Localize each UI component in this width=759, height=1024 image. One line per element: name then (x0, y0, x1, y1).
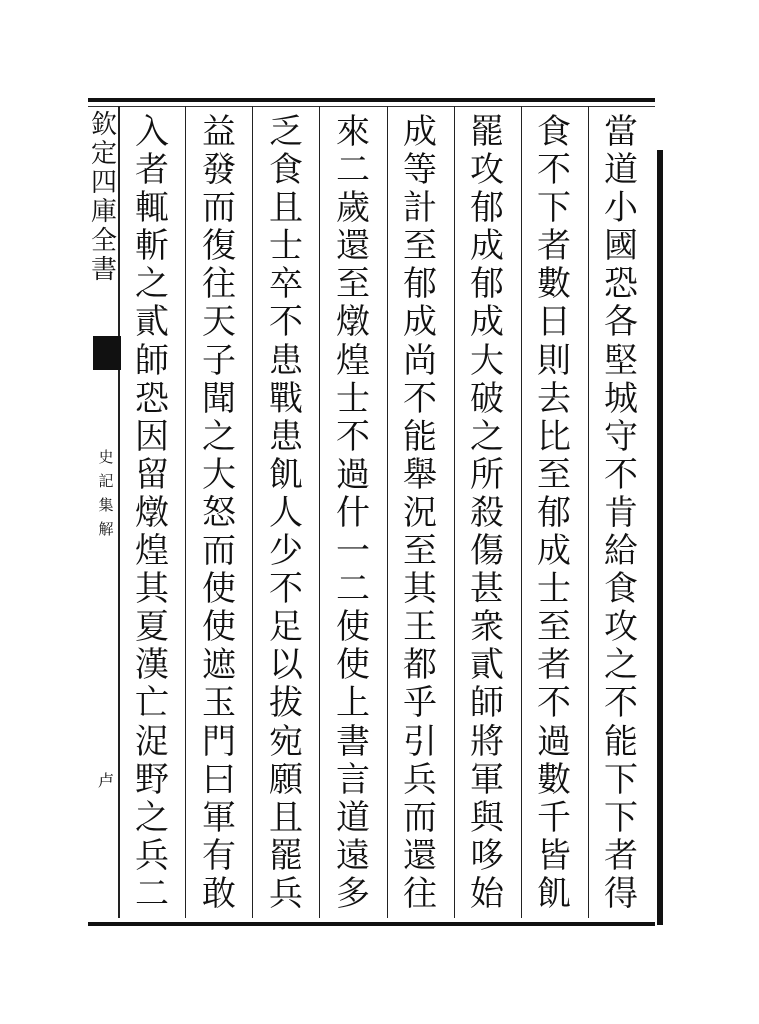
glyph: 而 (202, 531, 236, 572)
glyph: 數 (537, 759, 571, 800)
glyph: 野 (135, 759, 169, 800)
glyph: 將 (470, 721, 504, 762)
glyph: 聞 (202, 378, 236, 419)
glyph: 且 (269, 188, 303, 229)
glyph: 拔 (269, 683, 303, 724)
glyph: 成 (403, 302, 437, 343)
glyph: 庫 (90, 197, 117, 227)
glyph: 還 (403, 835, 437, 876)
glyph: 國 (604, 226, 638, 267)
glyph: 使 (202, 607, 236, 648)
glyph: 計 (403, 188, 437, 229)
glyph: 始 (470, 873, 504, 914)
glyph: 書 (90, 255, 117, 285)
glyph: 郁 (470, 264, 504, 305)
column-rule (252, 106, 253, 918)
glyph: 師 (470, 683, 504, 724)
glyph: 者 (604, 835, 638, 876)
glyph: 二 (135, 873, 169, 914)
column-rule (588, 106, 589, 918)
glyph: 發 (202, 150, 236, 191)
text-column-8 (123, 112, 181, 915)
glyph: 士 (336, 378, 370, 419)
glyph: 城 (604, 378, 638, 419)
glyph: 者 (135, 150, 169, 191)
glyph: 有 (202, 835, 236, 876)
text-column-4 (391, 112, 449, 915)
glyph: 至 (537, 607, 571, 648)
glyph: 乎 (403, 683, 437, 724)
glyph: 不 (403, 378, 437, 419)
glyph: 不 (269, 569, 303, 610)
glyph: 等 (403, 150, 437, 191)
glyph: 哆 (470, 835, 504, 876)
glyph: 則 (537, 340, 571, 381)
glyph: 肯 (604, 492, 638, 533)
glyph: 王 (403, 607, 437, 648)
glyph: 不 (604, 683, 638, 724)
glyph: 玉 (202, 683, 236, 724)
glyph: 師 (135, 340, 169, 381)
glyph: 入 (135, 112, 169, 152)
glyph: 復 (202, 226, 236, 267)
glyph: 願 (269, 759, 303, 800)
glyph: 舉 (403, 454, 437, 495)
glyph: 下 (604, 759, 638, 800)
glyph: 成 (403, 112, 437, 152)
glyph: 比 (537, 416, 571, 457)
glyph: 浞 (135, 721, 169, 762)
glyph: 因 (135, 416, 169, 457)
glyph: 益 (202, 112, 236, 152)
glyph: 輒 (135, 188, 169, 229)
glyph: 道 (336, 797, 370, 838)
glyph: 成 (470, 226, 504, 267)
glyph: 全 (90, 226, 117, 256)
glyph: 來 (336, 112, 370, 152)
glyph: 不 (336, 416, 370, 457)
glyph: 夏 (135, 607, 169, 648)
glyph: 敢 (202, 873, 236, 914)
glyph: 數 (537, 264, 571, 305)
glyph: 至 (403, 226, 437, 267)
glyph: 二 (336, 150, 370, 191)
text-column-6 (257, 112, 315, 915)
glyph: 攻 (604, 607, 638, 648)
glyph: 其 (135, 569, 169, 610)
margin-rule (118, 106, 120, 918)
glyph: 解 (98, 520, 114, 538)
glyph: 四 (90, 168, 117, 198)
glyph: 罷 (470, 112, 504, 152)
glyph: 史 (98, 448, 114, 466)
glyph: 之 (135, 797, 169, 838)
glyph: 怒 (202, 492, 236, 533)
glyph: 往 (403, 873, 437, 914)
glyph: 能 (604, 721, 638, 762)
glyph: 人 (269, 492, 303, 533)
text-column-3 (458, 112, 516, 915)
glyph: 士 (537, 569, 571, 610)
glyph: 兵 (269, 873, 303, 914)
glyph: 之 (604, 645, 638, 686)
glyph: 多 (336, 873, 370, 914)
glyph: 過 (537, 721, 571, 762)
glyph: 足 (269, 607, 303, 648)
glyph: 集 (98, 496, 114, 514)
glyph: 食 (269, 150, 303, 191)
glyph: 而 (403, 797, 437, 838)
column-rule (387, 106, 388, 918)
fishtail-mark (93, 336, 121, 370)
glyph: 甚 (470, 569, 504, 610)
glyph: 食 (537, 112, 571, 152)
glyph: 衆 (470, 607, 504, 648)
glyph: 定 (90, 139, 117, 169)
glyph: 留 (135, 454, 169, 495)
glyph: 殺 (470, 492, 504, 533)
glyph: 漢 (135, 645, 169, 686)
glyph: 一 (336, 531, 370, 572)
glyph: 之 (470, 416, 504, 457)
glyph: 下 (537, 188, 571, 229)
glyph: 郁 (403, 264, 437, 305)
glyph: 者 (537, 226, 571, 267)
glyph: 成 (470, 302, 504, 343)
glyph: 軍 (202, 797, 236, 838)
glyph: 小 (604, 188, 638, 229)
glyph: 使 (336, 607, 370, 648)
glyph: 戰 (269, 378, 303, 419)
glyph: 兵 (403, 759, 437, 800)
glyph: 恐 (135, 378, 169, 419)
glyph: 斬 (135, 226, 169, 267)
glyph: 乏 (269, 112, 303, 152)
glyph: 歲 (336, 188, 370, 229)
glyph: 去 (537, 378, 571, 419)
glyph: 卒 (269, 264, 303, 305)
glyph: 皆 (537, 835, 571, 876)
column-rule (319, 106, 320, 918)
column-rule (185, 106, 186, 918)
glyph: 傷 (470, 531, 504, 572)
glyph: 尚 (403, 340, 437, 381)
glyph: 都 (403, 645, 437, 686)
glyph: 者 (537, 645, 571, 686)
text-column-2 (525, 112, 583, 915)
glyph: 士 (269, 226, 303, 267)
glyph: 能 (403, 416, 437, 457)
glyph: 所 (470, 454, 504, 495)
glyph: 門 (202, 721, 236, 762)
glyph: 成 (537, 531, 571, 572)
glyph: 大 (202, 454, 236, 495)
glyph: 貳 (470, 645, 504, 686)
glyph: 之 (202, 416, 236, 457)
top-thin-rule (88, 106, 655, 107)
glyph: 上 (336, 683, 370, 724)
glyph: 飢 (269, 454, 303, 495)
glyph: 兵 (135, 835, 169, 876)
glyph: 引 (403, 721, 437, 762)
side-page-number: 卢 (97, 771, 114, 790)
glyph: 子 (202, 340, 236, 381)
glyph: 不 (604, 454, 638, 495)
side-subtitle (96, 450, 116, 546)
glyph: 使 (336, 645, 370, 686)
glyph: 罷 (269, 835, 303, 876)
glyph: 言 (336, 759, 370, 800)
glyph: 燉 (135, 492, 169, 533)
glyph: 其 (403, 569, 437, 610)
glyph: 千 (537, 797, 571, 838)
glyph: 食 (604, 569, 638, 610)
glyph: 天 (202, 302, 236, 343)
glyph: 當 (604, 112, 638, 152)
glyph: 往 (202, 264, 236, 305)
glyph: 遠 (336, 835, 370, 876)
glyph: 而 (202, 188, 236, 229)
glyph: 記 (98, 472, 114, 490)
glyph: 況 (403, 492, 437, 533)
glyph: 煌 (336, 340, 370, 381)
text-column-7 (190, 112, 248, 915)
glyph: 宛 (269, 721, 303, 762)
glyph: 書 (336, 721, 370, 762)
glyph: 煌 (135, 531, 169, 572)
glyph: 至 (537, 454, 571, 495)
glyph: 堅 (604, 340, 638, 381)
glyph: 各 (604, 302, 638, 343)
glyph: 道 (604, 150, 638, 191)
glyph: 大 (470, 340, 504, 381)
glyph: 日 (537, 302, 571, 343)
glyph: 至 (336, 264, 370, 305)
column-rule (454, 106, 455, 918)
glyph: 二 (336, 569, 370, 610)
glyph: 貳 (135, 302, 169, 343)
glyph: 攻 (470, 150, 504, 191)
glyph: 使 (202, 569, 236, 610)
glyph: 以 (269, 645, 303, 686)
glyph: 不 (537, 683, 571, 724)
side-title (90, 112, 118, 286)
glyph: 守 (604, 416, 638, 457)
glyph: 不 (269, 302, 303, 343)
glyph: 不 (537, 150, 571, 191)
glyph: 曰 (202, 759, 236, 800)
right-edge-rule (657, 150, 663, 925)
text-column-5 (324, 112, 382, 915)
column-rule (521, 106, 522, 918)
glyph: 軍 (470, 759, 504, 800)
glyph: 且 (269, 797, 303, 838)
glyph: 下 (604, 797, 638, 838)
glyph: 什 (336, 492, 370, 533)
glyph: 欽 (90, 110, 117, 140)
glyph: 破 (470, 378, 504, 419)
text-column-1 (592, 112, 650, 915)
glyph: 少 (269, 531, 303, 572)
glyph: 給 (604, 531, 638, 572)
glyph: 患 (269, 340, 303, 381)
glyph: 燉 (336, 302, 370, 343)
glyph: 與 (470, 797, 504, 838)
glyph: 得 (604, 873, 638, 914)
glyph: 還 (336, 226, 370, 267)
glyph: 患 (269, 416, 303, 457)
glyph: 郁 (537, 492, 571, 533)
glyph: 恐 (604, 264, 638, 305)
glyph: 之 (135, 264, 169, 305)
glyph: 亡 (135, 683, 169, 724)
glyph: 過 (336, 454, 370, 495)
glyph: 郁 (470, 188, 504, 229)
glyph: 遮 (202, 645, 236, 686)
glyph: 至 (403, 531, 437, 572)
glyph: 飢 (537, 873, 571, 914)
